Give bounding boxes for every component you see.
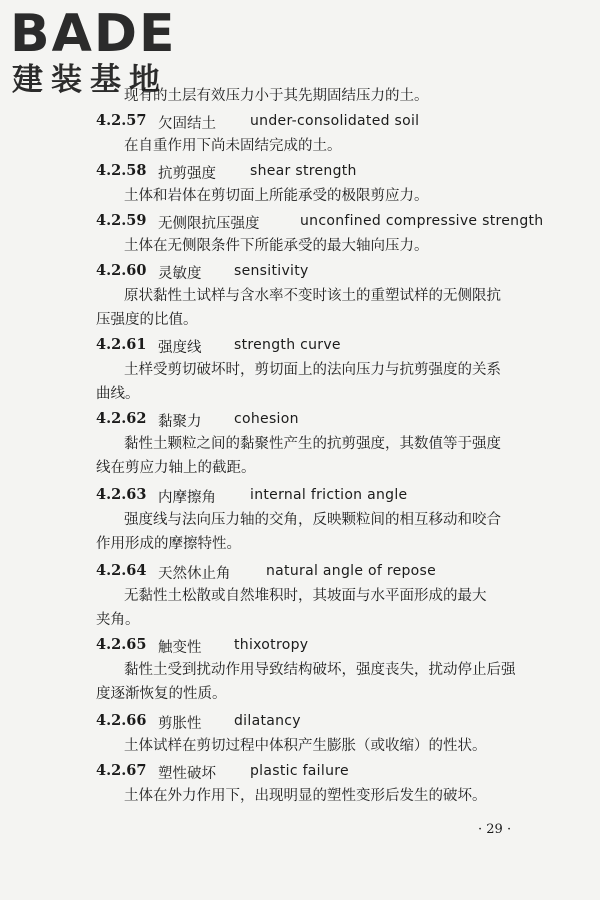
definition-line: 作用形成的摩擦特性。 [96,536,241,552]
logo-tagline: 建装基地 [12,62,168,98]
definition-line: 黏性土受到扰动作用导致结构破坏，强度丧失，扰动停止后强 [124,662,516,678]
term-chinese: 黏聚力 [158,414,202,430]
term-english: sensitivity [234,263,309,279]
definition-line: 度逐渐恢复的性质。 [96,686,227,702]
entry-number: 4.2.58 [96,162,147,179]
entry-number: 4.2.60 [96,262,147,279]
term-english: shear strength [250,163,357,179]
term-english: strength curve [234,337,341,353]
definition-line: 强度线与法向压力轴的交角，反映颗粒间的相互移动和咬合 [124,512,501,528]
definition-line: 曲线。 [96,386,140,402]
term-english: internal friction angle [250,487,408,503]
definition-line: 原状黏性土试样与含水率不变时该土的重塑试样的无侧限抗 [124,288,501,304]
definition-line: 压强度的比值。 [96,312,198,328]
term-english: unconfined compressive strength [300,213,544,229]
term-english: dilatancy [234,713,301,729]
logo-word: BADE [10,4,177,64]
definition-line: 无黏性土松散或自然堆积时，其坡面与水平面形成的最大 [124,588,487,604]
definition-line: 夹角。 [96,612,140,628]
term-chinese: 天然休止角 [158,566,231,582]
term-english: cohesion [234,411,299,427]
term-english: natural angle of repose [266,563,437,579]
term-chinese: 欠固结土 [158,116,216,132]
entry-number: 4.2.62 [96,410,147,427]
definition-line: 土体在无侧限条件下所能承受的最大轴向压力。 [124,238,429,254]
entry-number: 4.2.64 [96,562,147,579]
entry-number: 4.2.59 [96,212,147,229]
entry-number: 4.2.57 [96,112,147,129]
page-number: · 29 · [478,822,512,837]
term-chinese: 剪胀性 [158,716,202,732]
entry-number: 4.2.67 [96,762,147,779]
term-chinese: 塑性破坏 [158,766,216,782]
entry-number: 4.2.61 [96,336,147,353]
definition-line: 土样受剪切破坏时，剪切面上的法向压力与抗剪强度的关系 [124,362,501,378]
term-english: under-consolidated soil [250,113,420,129]
term-chinese: 内摩擦角 [158,490,216,506]
entry-number: 4.2.66 [96,712,147,729]
term-chinese: 灵敏度 [158,266,202,282]
definition-line: 在自重作用下尚未固结完成的土。 [124,138,342,154]
definition-line: 土体试样在剪切过程中体积产生膨胀（或收缩）的性状。 [124,738,487,754]
entry-number: 4.2.63 [96,486,147,503]
definition-line: 土体和岩体在剪切面上所能承受的极限剪应力。 [124,188,429,204]
term-english: plastic failure [250,763,349,779]
term-chinese: 触变性 [158,640,202,656]
definition-line: 土体在外力作用下，出现明显的塑性变形后发生的破坏。 [124,788,487,804]
lead-line: 现有的土层有效压力小于其先期固结压力的土。 [124,88,429,104]
term-chinese: 无侧限抗压强度 [158,216,260,232]
term-english: thixotropy [234,637,309,653]
entry-number: 4.2.65 [96,636,147,653]
term-chinese: 抗剪强度 [158,166,216,182]
term-chinese: 强度线 [158,340,202,356]
definition-line: 线在剪应力轴上的截距。 [96,460,256,476]
definition-line: 黏性土颗粒之间的黏聚性产生的抗剪强度，其数值等于强度 [124,436,501,452]
